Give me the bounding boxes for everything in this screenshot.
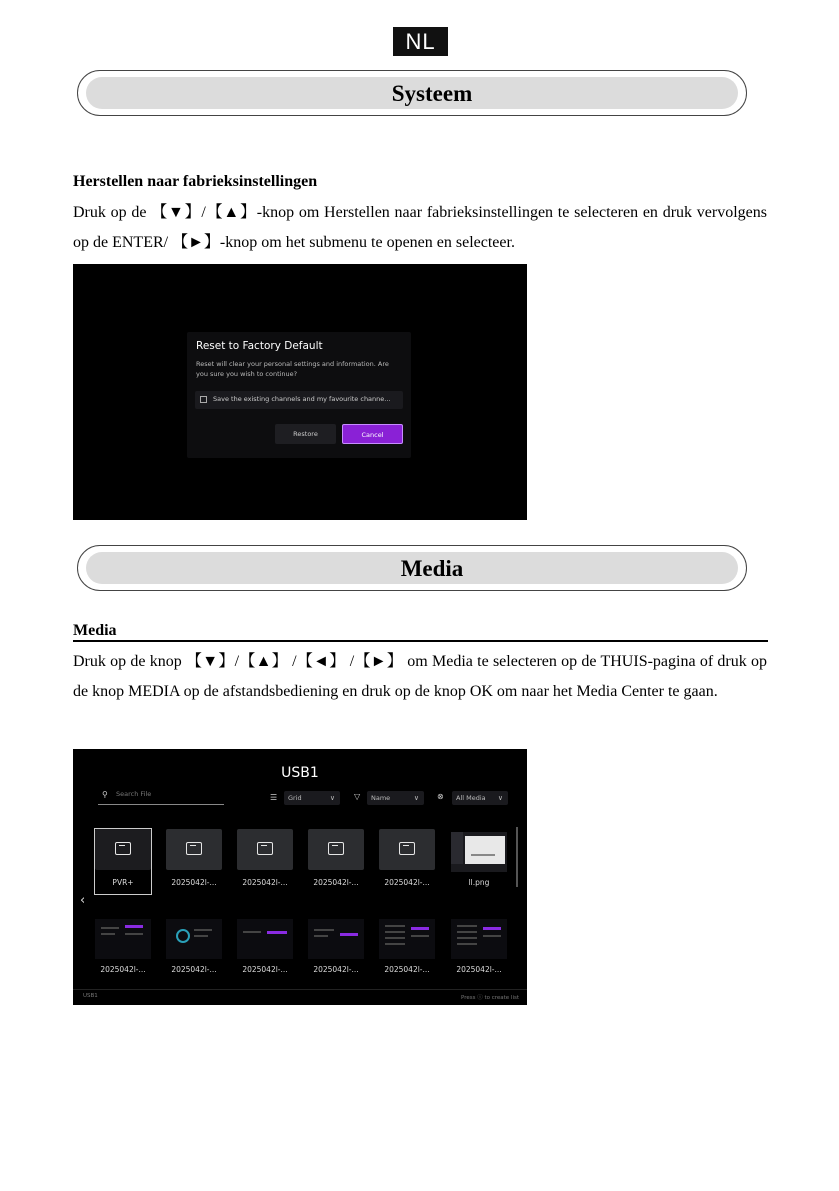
save-channels-checkbox[interactable]: [195, 391, 403, 409]
heading-underline: [73, 640, 768, 642]
chevron-down-icon: ∨: [497, 794, 503, 802]
tile-label: 2025042l-...: [313, 878, 359, 887]
sort-dropdown[interactable]: [367, 791, 424, 805]
folder-icon: [328, 842, 344, 855]
image-thumbnail[interactable]: [237, 919, 293, 959]
language-badge: NL: [393, 27, 448, 56]
tile-label: PVR+: [112, 878, 134, 887]
folder-tile[interactable]: [237, 829, 293, 870]
media-heading: Media: [73, 622, 117, 639]
factory-reset-paragraph: Druk op de 【▼】/【▲】-knop om Herstellen naar fabrieksinstellingen te selecteren en druk vervolgens op de ENTER/ 【►】-knop om het submenu te openen en selecteer.: [73, 204, 767, 251]
image-thumbnail[interactable]: [95, 919, 151, 959]
view-dropdown[interactable]: [284, 791, 340, 805]
media-paragraph: Druk op de knop 【▼】/【▲】 /【◄】 /【►】 om Media te selecteren op de THUIS-pagina of druk op de knop MEDIA op de afstandsbediening en druk op de knop OK om naar het Media Center te gaan.: [73, 653, 767, 700]
chevron-left-icon[interactable]: ‹: [80, 893, 86, 908]
tile-label: 2025042l-...: [313, 965, 359, 974]
tile-label: 2025042l-...: [171, 878, 217, 887]
footer-hint: Press ⓘ to create list: [460, 995, 519, 1001]
media-center-screenshot: [73, 749, 527, 1005]
media-type-icon: ⊗: [437, 792, 444, 801]
checkbox-box[interactable]: [200, 396, 207, 403]
image-thumbnail[interactable]: [308, 919, 364, 959]
folder-icon: [115, 842, 131, 855]
image-thumbnail[interactable]: [166, 919, 222, 959]
media-title: USB1: [281, 765, 319, 781]
chevron-down-icon: ∨: [413, 794, 419, 802]
scrollbar[interactable]: [516, 827, 518, 887]
factory-reset-screenshot: [73, 264, 527, 520]
folder-icon: [399, 842, 415, 855]
dialog-message: Reset will clear your personal settings and information. Are you sure you wish to continue?: [196, 360, 389, 378]
reset-dialog: [187, 332, 411, 458]
search-placeholder: Search File: [116, 790, 152, 798]
search-icon: ⚲: [102, 790, 108, 799]
chevron-down-icon: ∨: [329, 794, 335, 802]
media-type-dropdown-value: All Media: [456, 794, 486, 802]
sort-dropdown-value: Name: [371, 794, 391, 802]
tile-label: 2025042l-...: [384, 965, 430, 974]
checkbox-label: Save the existing channels and my favourite channe...: [213, 395, 391, 403]
media-type-dropdown[interactable]: [452, 791, 508, 805]
search-input[interactable]: [98, 790, 224, 805]
folder-tile[interactable]: [166, 829, 222, 870]
tile-label: ll.png: [468, 878, 490, 887]
media-footer: [73, 989, 527, 1005]
section-banner-system: [77, 70, 747, 116]
view-dropdown-value: Grid: [288, 794, 302, 802]
dialog-title: Reset to Factory Default: [196, 340, 323, 352]
cancel-button[interactable]: Cancel: [342, 424, 403, 444]
tile-label: 2025042l-...: [171, 965, 217, 974]
factory-reset-heading: Herstellen naar fabrieksinstellingen: [73, 173, 318, 190]
footer-source-label: USB1: [83, 993, 98, 999]
filter-icon: ▽: [354, 792, 361, 801]
list-icon: ☰: [270, 793, 278, 802]
tile-label: 2025042l-...: [456, 965, 502, 974]
section-banner-media: [77, 545, 747, 591]
folder-icon: [257, 842, 273, 855]
tile-label: 2025042l-...: [242, 878, 288, 887]
folder-tile[interactable]: [95, 829, 151, 870]
tile-label: 2025042l-...: [100, 965, 146, 974]
folder-tile[interactable]: [379, 829, 435, 870]
image-thumbnail[interactable]: [451, 919, 507, 959]
restore-button[interactable]: Restore: [275, 424, 336, 444]
folder-tile[interactable]: [308, 829, 364, 870]
tile-label: 2025042l-...: [384, 878, 430, 887]
image-thumbnail[interactable]: [379, 919, 435, 959]
tile-label: 2025042l-...: [242, 965, 288, 974]
folder-icon: [186, 842, 202, 855]
banner-title: Systeem: [86, 77, 738, 109]
banner-title: Media: [86, 552, 738, 584]
image-thumbnail[interactable]: [451, 832, 507, 872]
